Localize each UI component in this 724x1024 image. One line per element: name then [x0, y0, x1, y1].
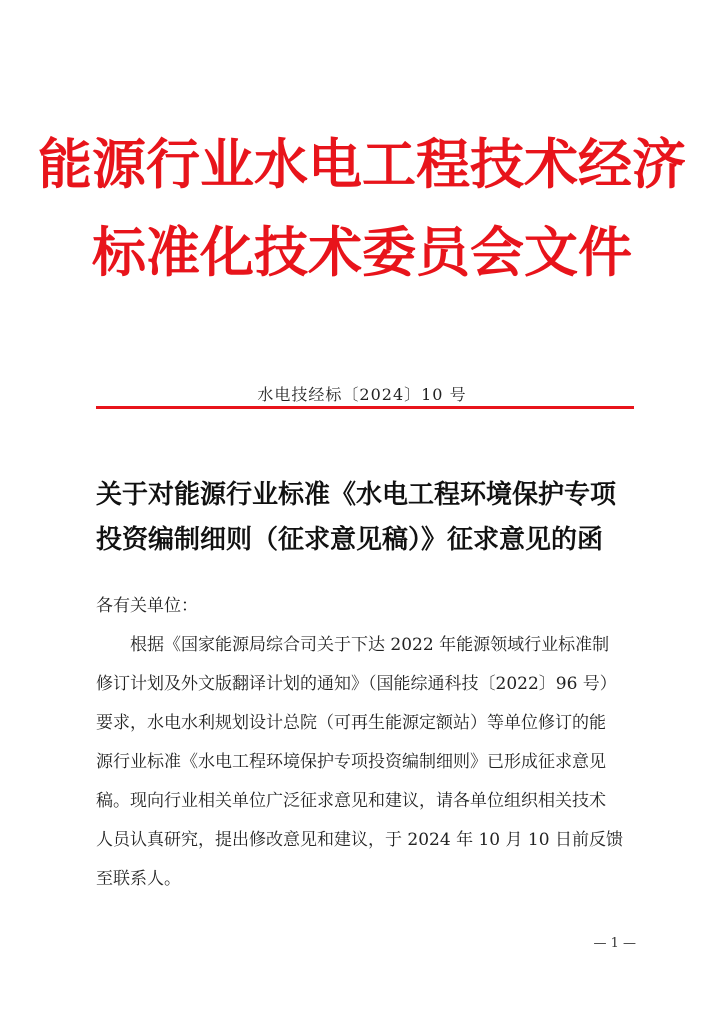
document-header-title-line-2: 标准化技术委员会文件	[92, 221, 632, 284]
paragraph-line: 稿。现向行业相关单位广泛征求意见和建议，请各单位组织相关技术	[96, 791, 606, 811]
subject-line-2: 投资编制细则（征求意见稿）》征求意见的函	[96, 525, 604, 555]
paragraph-line: 人员认真研究，提出修改意见和建议，于 2024 年 10 月 10 日前反馈	[96, 830, 623, 850]
document-header-title-line-1: 能源行业水电工程技术经济	[38, 133, 686, 196]
paragraph-line: 根据《国家能源局综合司关于下达 2022 年能源领域行业标准制	[130, 635, 610, 655]
paragraph-line: 修订计划及外文版翻译计划的通知》（国能综通科技〔2022〕96 号）	[96, 674, 617, 694]
salutation: 各有关单位：	[96, 596, 198, 616]
page-number: — 1 —	[593, 936, 636, 951]
paragraph-line: 要求，水电水利规划设计总院（可再生能源定额站）等单位修订的能	[96, 713, 606, 733]
red-divider-line	[96, 406, 634, 409]
paragraph-line: 至联系人。	[96, 869, 181, 889]
document-number: 水电技经标〔2024〕10 号	[257, 385, 467, 404]
subject-line-1: 关于对能源行业标准《水电工程环境保护专项	[96, 480, 617, 510]
paragraph-line: 源行业标准《水电工程环境保护专项投资编制细则》已形成征求意见	[96, 752, 606, 772]
